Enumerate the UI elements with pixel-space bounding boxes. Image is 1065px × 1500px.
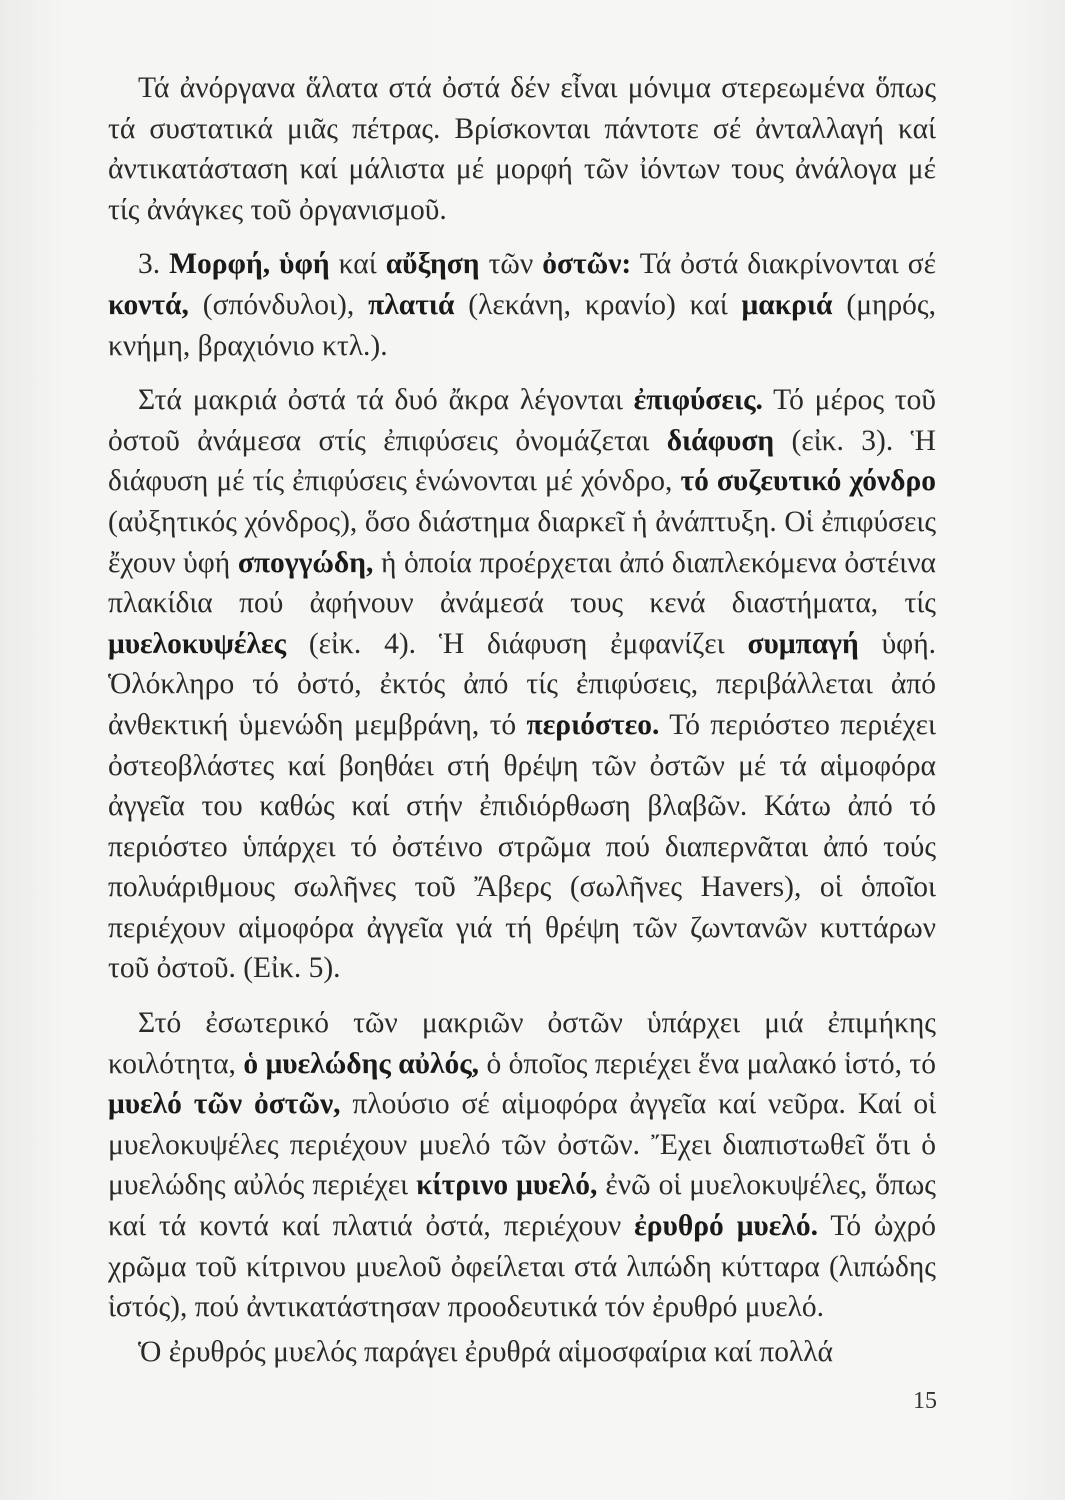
text-run: Τά ἀνόργανα ἅλατα στά ὀστά δέν εἶναι μόνιμα στερεωμένα ὅπως τά συστατικά μιᾶς πέτρας. Βρίσκονται πάντοτε σέ ἀνταλλαγή καί ἀντικατάσταση καί μάλιστα μέ μορφή τῶν ἰόντων τους ἀνάλογα μέ τίς ἀνάγκες τοῦ ὀργανισμοῦ.	[108, 72, 936, 226]
bold-term: ὀστῶν:	[542, 248, 632, 281]
page-number: 15	[913, 1388, 937, 1414]
bold-term: περιόστεο.	[526, 708, 660, 741]
text-run: ὁ ὁποῖος περιέχει ἕνα μαλακό ἱστό, τό	[479, 1047, 936, 1080]
text-run: Στά μακριά ὀστά τά δυό ἄκρα λέγονται	[138, 384, 634, 417]
bold-term: ὁ μυελώδης αὐλός,	[243, 1047, 480, 1080]
text-run: ἐνῶ οἱ μυελοκυψέλες, ὅπως καί τά κοντά καί πλατιά ὀστά, περιέχουν	[108, 1169, 936, 1243]
bold-term: ἐπιφύσεις.	[633, 384, 763, 417]
text-run: 3.	[138, 248, 170, 281]
text-run: (μηρός, κνήμη, βραχιόνιο κτλ.).	[108, 288, 936, 362]
text-run: καί	[329, 248, 386, 281]
bold-term: αὔξηση	[385, 248, 480, 281]
bold-term: Μορφή, ὑφή	[169, 248, 330, 281]
text-run: Ὁ ἐρυθρός μυελός παράγει ἐρυθρά αἱμοσφαίρια καί πολλά	[138, 1335, 834, 1368]
text-run: τῶν	[479, 248, 543, 281]
paragraph-2	[108, 244, 936, 366]
text-run: (αὐξητικός χόνδρος), ὅσο διάστημα διαρκεῖ ἡ ἀνάπτυξη. Οἱ ἐπιφύσεις ἔχουν ὑφή	[108, 505, 936, 579]
paragraph-1	[108, 68, 936, 230]
bold-term: κοντά,	[108, 288, 189, 321]
body-text	[108, 68, 936, 1372]
text-run: Στό ἐσωτερικό τῶν μακριῶν ὀστῶν ὑπάρχει μιά ἐπιμήκης κοιλότητα,	[108, 1007, 936, 1080]
text-run: Τό μέρος τοῦ ὀστοῦ ἀνάμεσα στίς ἐπιφύσεις ὀνομάζεται	[108, 384, 936, 457]
bold-term: κίτρινο μυελό,	[416, 1169, 598, 1202]
text-run: ἡ ὁποία προέρχεται ἀπό διαπλεκόμενα ὀστέινα πλακίδια πού ἀφήνουν ἀνάμεσά τους κενά διαστήματα, τίς	[108, 546, 936, 620]
bold-term: ἐρυθρό μυελό.	[634, 1210, 818, 1243]
text-run: (σπόνδυλοι),	[188, 288, 369, 321]
text-run: Τό ὠχρό χρῶμα τοῦ κίτρινου μυελοῦ ὀφείλεται στά λιπώδη κύτταρα (λιπώδης ἱστός), πού ἀντικατάστησαν προοδευτικά τόν ἐρυθρό μυελό.	[108, 1210, 936, 1324]
bold-term: μυελό τῶν ὀστῶν,	[108, 1088, 341, 1121]
paragraph-4	[108, 1003, 936, 1328]
bold-term: πλατιά	[368, 288, 455, 321]
paragraph-5	[108, 1332, 936, 1373]
bold-term: σπογγώδη,	[237, 546, 374, 579]
text-run: Τό περιόστεο περιέχει ὀστεοβλάστες καί βοηθάει στή θρέψη τῶν ὀστῶν μέ τά αἱμοφόρα ἀγγεῖα του καθώς καί στήν ἐπιδιόρθωση βλαβῶν. Κάτω ἀπό τό περιόστεο ὑπάρχει τό ὀστέινο στρῶμα πού διαπερνᾶται ἀπό τούς πολυάριθμους σωλῆνες τοῦ Ἄβερς (σωλῆνες Havers), οἱ ὁποῖοι περιέχουν αἱμοφόρα ἀγγεῖα γιά τή θρέψη τῶν ζωντανῶν κυττάρων τοῦ ὀστοῦ. (Εἰκ. 5).	[108, 708, 936, 985]
text-run: πλούσιο σέ αἱμοφόρα ἀγγεῖα καί νεῦρα. Καί οἱ μυελοκυψέλες περιέχουν μυελό τῶν ὀστῶν. Ἔχει διαπιστωθεῖ ὅτι ὁ μυελώδης αὐλός περιέχει	[108, 1088, 937, 1202]
text-run: (εἰκ. 3). Ἡ διάφυση μέ τίς ἐπιφύσεις ἑνώνονται μέ χόνδρο,	[108, 424, 936, 498]
bold-term: διάφυση	[666, 424, 775, 457]
paragraph-3	[108, 380, 936, 989]
text-run: (εἰκ. 4). Ἡ διάφυση ἐμφανίζει	[286, 627, 748, 660]
text-run: (λεκάνη, κρανίο) καί	[454, 288, 742, 321]
bold-term: συμπαγή	[747, 627, 859, 660]
bold-term: τό συζευτικό χόνδρο	[680, 465, 936, 498]
bold-term: μυελοκυψέλες	[108, 627, 287, 660]
text-run: Τά ὀστά διακρίνονται σέ	[631, 248, 937, 281]
bold-term: μακριά	[741, 288, 833, 321]
text-run: ὑφή. Ὁλόκληρο τό ὀστό, ἐκτός ἀπό τίς ἐπιφύσεις, περιβάλλεται ἀπό ἀνθεκτική ὑμενώδη μεμβράνη, τό	[108, 627, 937, 741]
